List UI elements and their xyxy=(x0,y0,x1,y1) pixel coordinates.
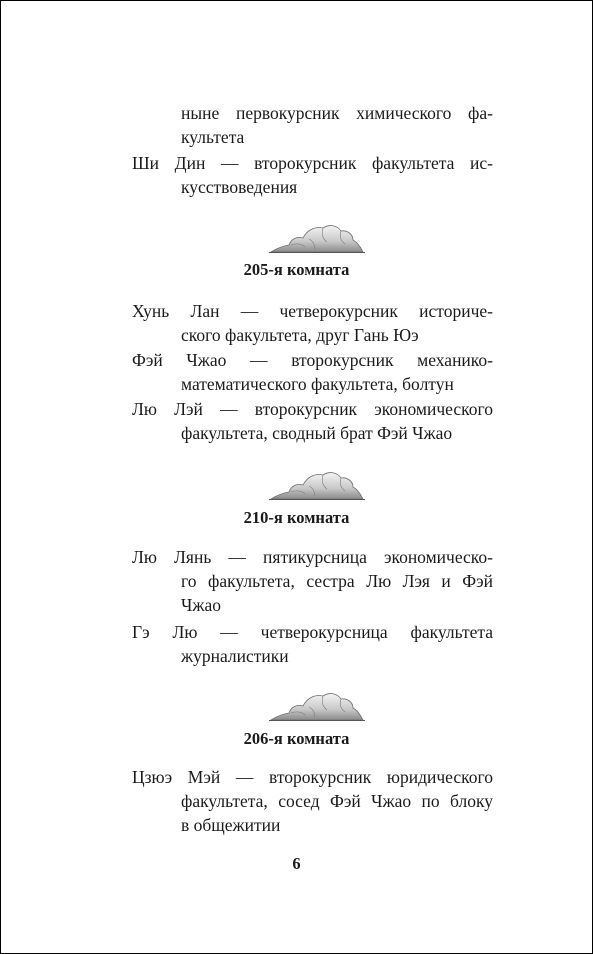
text-line: факультета, сосед Фэй Чжао по блоку xyxy=(181,791,493,811)
text-line: ского факультета, друг Гань Юэ xyxy=(181,325,419,345)
section-heading: 210-я комната xyxy=(243,508,350,527)
text-line: математического факультета, болтун xyxy=(181,374,454,394)
section-heading: 205-я комната xyxy=(243,260,350,279)
text-line: Цзюэ Мэй — второкурсник юридического xyxy=(132,767,493,787)
cloud-ornament-icon xyxy=(269,466,365,502)
text-line: факультета, сводный брат Фэй Чжао xyxy=(181,423,453,443)
cloud-ornament-icon xyxy=(269,687,365,723)
text-line: ныне первокурсник химического фа- xyxy=(181,103,493,123)
text-line: Гэ Лю — четверокурсница факультета xyxy=(132,622,493,642)
page-number: 6 xyxy=(292,854,301,873)
text-line: в общежитии xyxy=(181,815,281,835)
text-line: Ши Дин — второкурсник факультета ис- xyxy=(132,153,493,173)
text-line: го факультета, сестра Лю Лэя и Фэй xyxy=(181,571,493,591)
cloud-ornament-icon xyxy=(269,219,365,255)
text-line: кусствоведения xyxy=(181,177,298,197)
text-line: журналистики xyxy=(181,646,289,666)
text-line: Фэй Чжао — второкурсник механико- xyxy=(132,350,493,370)
text-line: Лю Лэй — второкурсник экономического xyxy=(132,399,493,419)
section-heading: 206-я комната xyxy=(243,729,350,748)
text-line: Лю Лянь — пятикурсница экономическо- xyxy=(132,547,493,567)
text-line: Чжао xyxy=(181,595,221,615)
text-line: Хунь Лан — четверокурсник историче- xyxy=(132,301,493,321)
text-line: культета xyxy=(181,127,245,147)
